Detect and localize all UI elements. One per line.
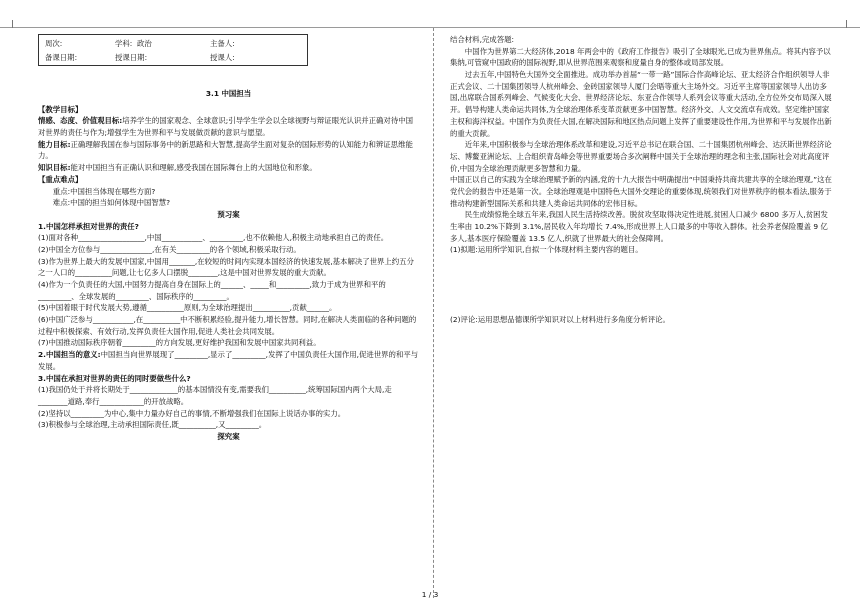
question-3-item: (2)坚持以_________为中心,集中力量办好自己的事情,不断增强我们在国际上说话办事的实力。	[38, 408, 346, 418]
crop-mark	[846, 20, 847, 28]
question-1-item: (7)中国推动国际秩序朝着_________的方向发展,更好维护我国和发展中国家共同利益。	[38, 338, 321, 348]
goals-heading: 【教学目标】	[38, 104, 83, 114]
week-field: 周次:	[45, 39, 63, 49]
goal-attitude: 情感、态度、价值观目标:培养学生的国家观念、全球意识;引导学生学会以全球视野与辩证眼光认识并正确对待中国对世界的责任与作为;增强学生为世界和平与发展做贡献的意识与愿望。	[38, 116, 413, 138]
difficult-point: 难点:中国的担当如何体现中国智慧?	[52, 198, 171, 208]
key-point: 重点:中国担当体现在哪些方面?	[52, 186, 156, 196]
explore-heading: 探究案	[217, 431, 240, 441]
page-number: 1 / 3	[421, 590, 439, 599]
preparer-field: 主备人:	[210, 39, 235, 49]
goal-ability: 能力目标:正确理解我国在参与国际事务中的新思路和大智慧,提高学生面对复杂的国际形势的认知能力和辨证思维能力。	[38, 139, 413, 161]
column-divider	[433, 28, 434, 598]
subject-field: 学科: 政治	[115, 39, 152, 49]
task-title-question: (1)拟题:运用所学知识,自拟一个体现材料主要内容的题目。	[450, 245, 643, 255]
goal-knowledge: 知识目标:能对中国担当有正确认识和理解,感受我国在国际舞台上的大国地位和形象。	[38, 163, 317, 173]
question-1-item: (1)面对各种__________________,中国___________、_________,也不依赖他人,积极主动地承担自己的责任。	[38, 233, 389, 243]
material-paragraph: 近年来,中国积极参与全球治理体系改革和建设,习近平总书记在联合国、二十国集团杭州峰会、达沃斯世界经济论坛、博鳌亚洲论坛、上合组织青岛峰会等世界重要场合多次阐释中国关于全球治理的理念和主张,国际社会对此高度评价,中国为全球治理贡献更多智慧和力量。	[450, 140, 832, 173]
question-1-item: (6)中国广泛参与___________,在__________中不断积累经验,提升能力,增长智慧。同时,在解决人类面临的各种问题的过程中积极探索、有效行动,发挥负责任大国作用,促进人类社会共同发展。	[38, 315, 417, 336]
question-1-item: (5)中国着眼于时代发展大势,遵循__________原则,为全球治理提出__________,贡献______。	[38, 303, 337, 313]
prep-date-field: 备课日期:	[45, 53, 78, 63]
material-paragraph: 民生成绩惊艳全球五年来,我国人民生活持续改善。脱贫攻坚取得决定性进展,贫困人口减少 6800 多万人,贫困发生率由 10.2%下降到 3.1%,居民收入年均增长 7.4%,形成世界上人口最多的中等收入群体。社会养老保险覆盖 9 亿多人,基本医疗保险覆盖 13.5 亿人,织就了世界最大的社会保障网。	[450, 210, 828, 243]
answer-space	[450, 256, 833, 314]
question-3-item: (1)我国仍处于并将长期处于_____________的基本国情没有变,需要我们__________,统筹国际国内两个大局,走________道路,奉行____________的开放战略。	[38, 385, 392, 406]
right-column	[450, 34, 833, 326]
teacher-field: 授课人:	[210, 53, 235, 63]
lesson-title: 3.1 中国担当	[205, 89, 252, 98]
question-3: 3.中国在承担对世界的责任的同时要做些什么?	[38, 373, 191, 383]
material-paragraph: 中国作为世界第二大经济体,2018 年两会中的《政府工作报告》吸引了全球眼光,已成为世界焦点。将其内容予以集纳,可管窥中国政府的国际视野,即从世界范围来观察和度量自身的整体或局部发展。	[450, 46, 831, 68]
question-1-item: (3)作为世界上最大的发展中国家,中国用_______,在较短的时间内实现本国经济的快速发展,基本解决了世界上约五分之一人口的__________问题,让七亿多人口摆脱________,这是中国对世界发展的重大贡献。	[38, 256, 414, 278]
task-comment-question: (2)评论:运用思想品德课所学知识对以上材料进行多角度分析评论。	[450, 315, 670, 325]
material-intro: 结合材料,完成答题:	[450, 35, 514, 44]
material-paragraph: 过去五年,中国特色大国外交全面推进。成功举办首届“一带一路”国际合作高峰论坛、亚太经济合作组织领导人非正式会议、二十国集团领导人杭州峰会、金砖国家领导人厦门会晤等重大主场外交。习近平主席等国家领导人出访多国,出席联合国系列峰会、气候变化大会、世界经济论坛、东亚合作领导人系列会议等重大活动,全方位外交布局深入展开。倡导构建人类命运共同体,为全球治理体系变革贡献更多中国智慧。经济外交、人文交流卓有成效。坚定维护国家主权和海洋权益。中国作为负责任大国,在解决国际和地区热点问题上发挥了重要建设性作用,为世界和平与发展作出新的重大贡献。	[450, 70, 832, 138]
question-3-item: (3)积极参与全球治理,主动承担国际责任,既__________,又_________。	[38, 420, 267, 430]
question-1-item: (4)作为一个负责任的大国,中国努力提高自身在国际上的______、_____和_________,致力于成为世界和平的_________、全球发展的_________、国际秩序的_________。	[38, 280, 386, 301]
left-column	[38, 34, 419, 443]
material-paragraph: 中国正以自己的实践为全球治理赋予新的内涵,党的十九大报告中明确提出“中国秉持共商共建共享的全球治理观,”这在党代会的报告中还是第一次。全球治理观是中国特色大国外交理论的重要体现,统领我们对世界秩序的根本看法,服务于推动构建新型国际关系和共建人类命运共同体的宏伟目标。	[450, 175, 832, 208]
crop-mark	[12, 20, 13, 28]
teach-date-field: 授课日期:	[115, 53, 148, 63]
lesson-info-box	[38, 34, 308, 66]
question-1-item: (2)中国全方位参与______________,在有关_________的各个领域,积极采取行动。	[38, 244, 301, 254]
question-1: 1.中国怎样承担对世界的责任?	[38, 221, 139, 231]
key-points-heading: 【重点难点】	[38, 174, 83, 184]
page-top-rule	[0, 27, 860, 28]
question-2: 2.中国担当的意义:中国担当向世界展现了_________,显示了_________,发挥了中国负责任大国作用,促进世界的和平与发展。	[38, 350, 419, 371]
preview-heading: 预习案	[217, 209, 240, 219]
